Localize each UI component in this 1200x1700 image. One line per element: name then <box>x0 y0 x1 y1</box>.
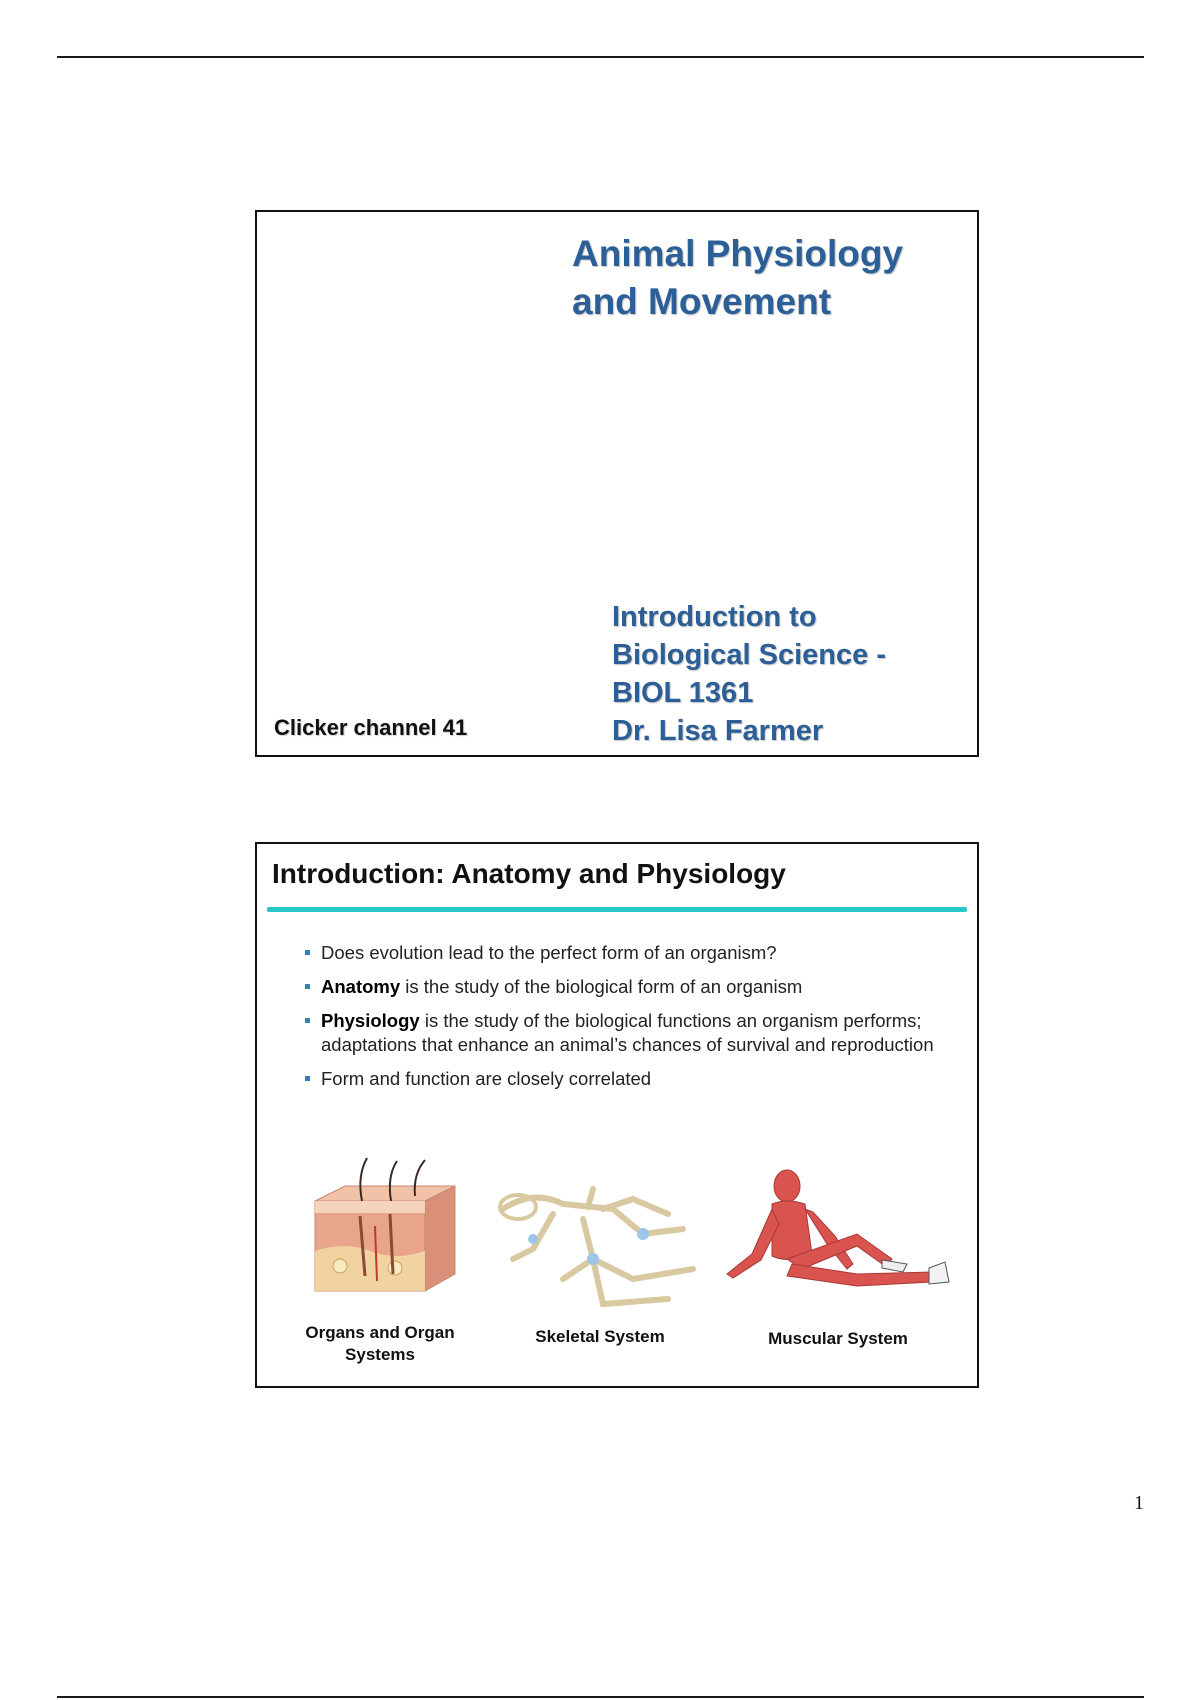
course-line: Biological Science - <box>612 639 886 671</box>
figure-caption: Muscular System <box>768 1329 908 1348</box>
course-line: Introduction to <box>612 601 817 633</box>
instructor-name: Dr. Lisa Farmer <box>612 715 824 747</box>
title-line: and Movement <box>572 281 832 322</box>
slide-heading: Introduction: Anatomy and Physiology <box>272 858 786 889</box>
top-rule <box>57 56 1144 58</box>
heading-underline <box>267 907 967 912</box>
human-muscle-figure-icon <box>717 1164 957 1309</box>
bullet-list <box>305 941 945 1101</box>
figure-caption: Organs and Organ Systems <box>305 1323 455 1364</box>
bottom-rule <box>57 1696 1144 1698</box>
title-line: Animal Physiology <box>572 233 904 274</box>
slide-title-heading <box>572 230 962 326</box>
page-number: 1 <box>1134 1492 1144 1514</box>
slide-title <box>255 210 979 757</box>
bullet-item: Anatomy is the study of the biological form of an organism <box>305 975 945 999</box>
clicker-channel: Clicker channel 41 <box>274 715 468 740</box>
course-info <box>612 598 972 750</box>
slide-intro <box>255 842 979 1388</box>
course-line: BIOL 1361 <box>612 677 754 709</box>
skin-cross-section-icon <box>305 1156 465 1306</box>
bullet-item: Form and function are closely correlated <box>305 1067 945 1091</box>
bullet-item: Physiology is the study of the biological functions an organism performs; adaptations that enhance an animal’s chances of survival and reproduction <box>305 1009 945 1057</box>
bullet-item: Does evolution lead to the perfect form of an organism? <box>305 941 945 965</box>
figure-caption: Skeletal System <box>535 1327 665 1346</box>
frog-skeleton-icon <box>493 1179 703 1309</box>
